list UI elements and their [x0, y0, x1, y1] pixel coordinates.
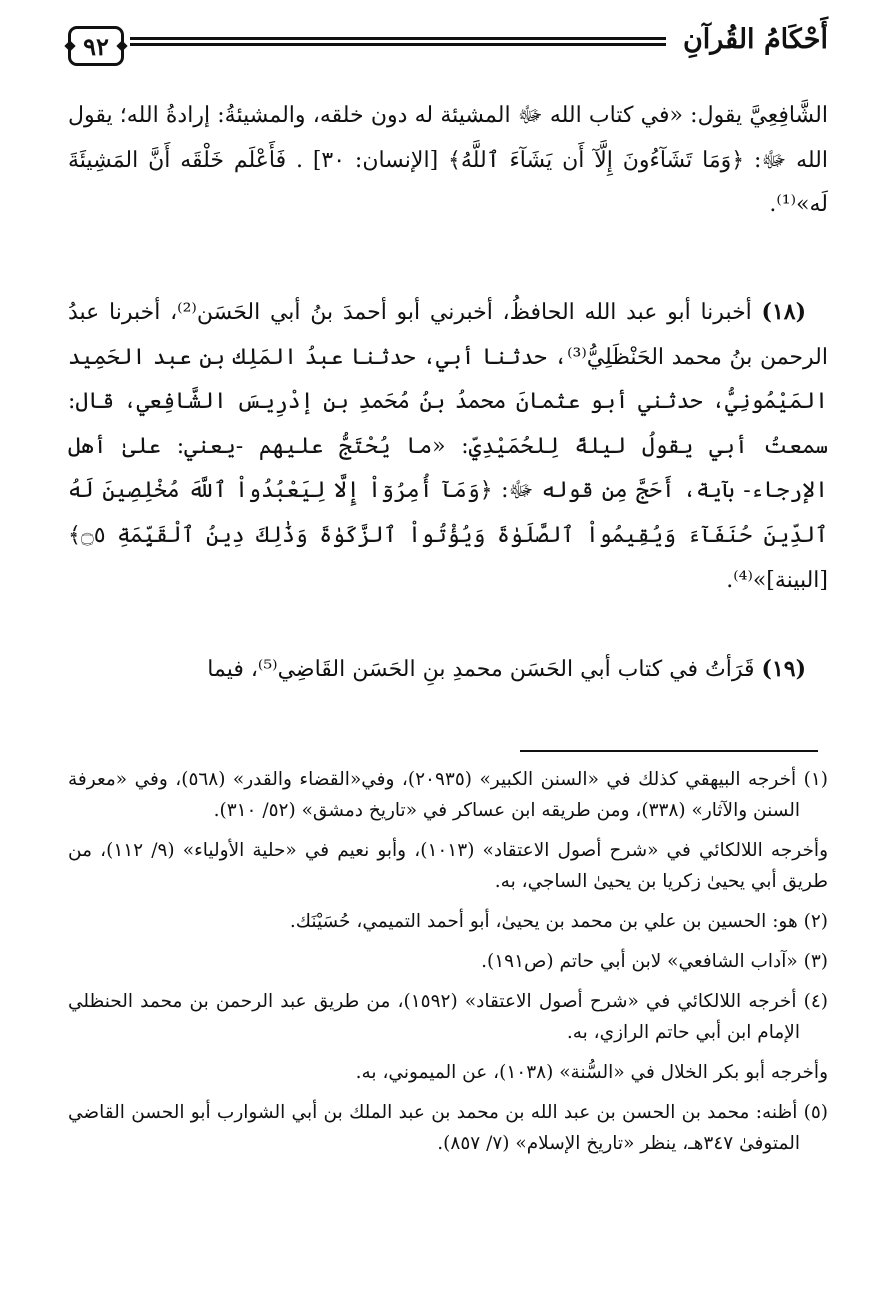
footnote-1-continuation: وأخرجه اللالكائي في «شرح أصول الاعتقاد» (١٠١٣)، وأبو نعيم في «حلية الأولياء» (٩/ ١١٢)، من طريق أبي يحيىٰ زكريا بن يحيىٰ الساجي، به.: [68, 840, 829, 892]
footnote-separator: [520, 750, 818, 752]
paragraph-18: [68, 290, 828, 603]
footnote-4-continuation: وأخرجه أبو بكر الخلال في «السُّنة» (١٠٣٨)، عن الميموني، به.: [355, 1062, 828, 1083]
paragraph-number-19: (١٩): [761, 656, 806, 682]
running-title: أَحْكَامُ القُرآنِ: [682, 24, 828, 55]
footnotes: [68, 764, 828, 1168]
page-number: ٩٢: [68, 26, 124, 66]
paragraph-18-text: أخبرنا أبو عبد الله الحافظُ، أخبرني أبو أحمدَ بنُ أبي الحَسَن⁽²⁾، أخبرنا عبدُ الرحمن بنُ محمد الحَنْظَلِيُّ⁽³⁾، حدثنا أبي، حدثنا عبدُ المَلِك بن عبد الحَمِيد المَيْمُونِيُّ، حدثني أبو عثمانَ محمدُ بنُ مُحَمدِ بنِ إدْرِيسَ الشَّافِعي، قال: سمعتُ أبي يقولُ ليلةً لِلحُمَيْدِيِّ: «ما يُحْتَجُّ عليهم -يعني: علىٰ أهل الإرجاء- بآية، أَحَجَّ مِن قوله ﷻ: ﴿وَمَآ أُمِرُوٓاْ إِلَّا لِيَعْبُدُواْ ٱللَّهَ مُخْلِصِينَ لَهُ ٱلدِّينَ حُنَفَآءَ وَيُقِيمُواْ ٱلصَّلَوٰةَ وَيُؤْتُواْ ٱلزَّكَوٰةَ وَذَٰلِكَ دِينُ ٱلْقَيِّمَةِ ۝٥﴾ [البينة]»⁽⁴⁾.: [68, 300, 828, 593]
header-rule: [130, 37, 666, 46]
paragraph-19: [68, 647, 828, 693]
paragraph-1: الشَّافِعِيَّ يقول: «في كتاب الله ﷻ المشيئة له دون خلقه، والمشيئةُ: إرادةُ الله؛ يقول الله ﷻ: ﴿وَمَا تَشَآءُونَ إِلَّآ أَن يَشَآءَ ٱللَّهُ﴾ [الإنسان: ٣٠] . فَأَعْلَم خَلْقَه أَنَّ المَشِيئَةَ لَه»⁽¹⁾.: [68, 103, 828, 218]
footnote-1: (١) أخرجه البيهقي كذلك في «السنن الكبير» (٢٠٩٣٥)، وفي«القضاء والقدر» (٥٦٨)، وفي «معرفة السنن والآثار» (٣٣٨)، ومن طريقه ابن عساكر في «تاريخ دمشق» (٥٢/ ٣١٠).: [68, 769, 828, 821]
paragraph-number-18: (١٨): [761, 299, 807, 325]
footnote-2: (٢) هو: الحسين بن علي بن محمد بن يحيىٰ، أبو أحمد التميمي، حُسَيْنَك.: [289, 911, 828, 932]
paragraph-19-text: قَرَأتُ في كتاب أبي الحَسَن محمدِ بنِ الحَسَن القَاضِي⁽⁵⁾، فيما: [207, 657, 762, 682]
footnote-5: (٥) أظنه: محمد بن الحسن بن عبد الله بن محمد بن عبد الملك بن أبي الشوارب أبو الحسن القاضي المتوفىٰ ٣٤٧هـ، ينظر «تاريخ الإسلام» (٧/ ٨٥٧).: [68, 1102, 828, 1154]
footnote-3: (٣) «آداب الشافعي» لابن أبي حاتم (ص١٩١).: [481, 951, 828, 972]
page-header: [68, 24, 828, 76]
footnote-4: (٤) أخرجه اللالكائي في «شرح أصول الاعتقاد» (١٥٩٢)، من طريق عبد الرحمن بن محمد الحنظلي الإمام ابن أبي حاتم الرازي، به.: [68, 991, 828, 1043]
